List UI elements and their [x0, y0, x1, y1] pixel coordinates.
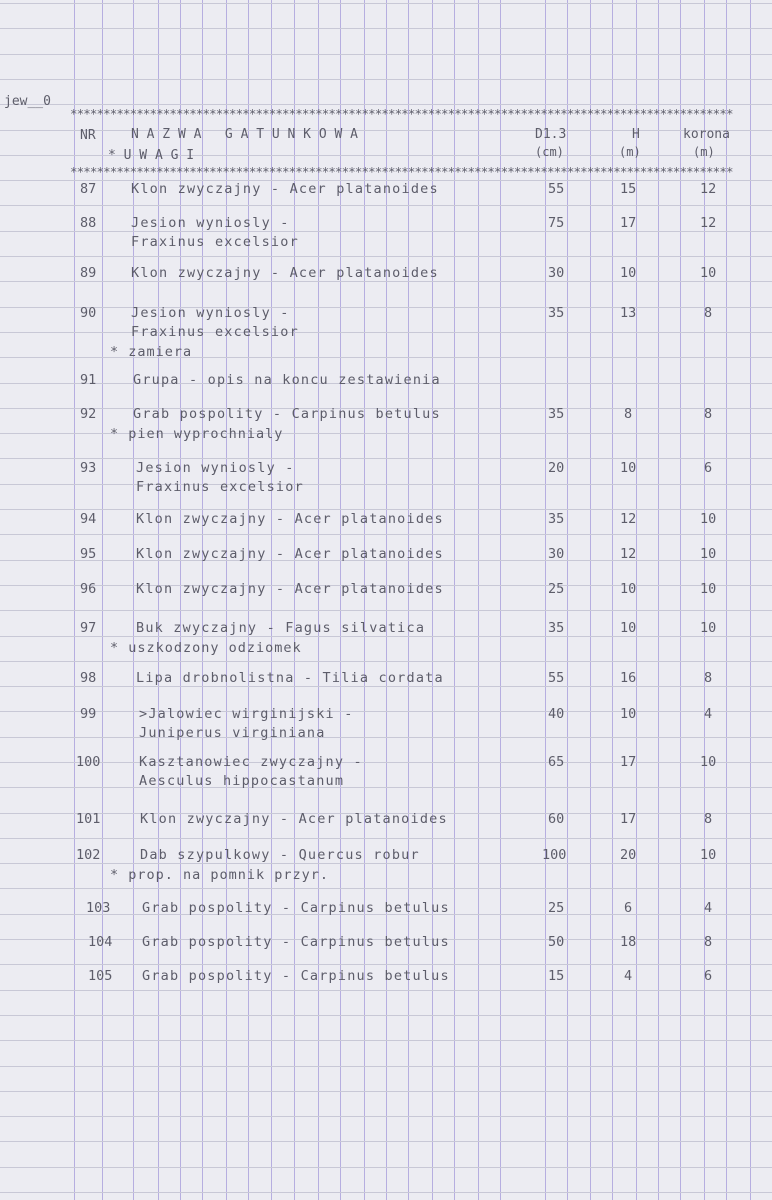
horizontal-rule-line: [0, 1116, 772, 1117]
height-value: 10: [620, 706, 637, 722]
crown-value: 10: [700, 754, 717, 770]
height-value: 17: [620, 754, 637, 770]
species-name-line: Grab pospolity - Carpinus betulus: [142, 968, 450, 984]
header-dbh-unit: (cm): [535, 145, 564, 159]
crown-value: 8: [704, 406, 713, 422]
species-name-line: Grab pospolity - Carpinus betulus: [142, 934, 450, 950]
header-height-unit: (m): [619, 145, 641, 159]
dbh-value: 65: [548, 754, 565, 770]
row-number: 104: [88, 934, 113, 950]
dbh-value: 55: [548, 181, 565, 197]
horizontal-rule-line: [0, 1141, 772, 1142]
crown-value: 10: [700, 546, 717, 562]
height-value: 13: [620, 305, 637, 321]
species-name-line: Buk zwyczajny - Fagus silvatica: [136, 620, 426, 636]
horizontal-rule-line: [0, 661, 772, 662]
crown-value: 10: [700, 620, 717, 636]
height-value: 10: [620, 620, 637, 636]
horizontal-rule-line: [0, 686, 772, 687]
dbh-value: 30: [548, 265, 565, 281]
dbh-value: 55: [548, 670, 565, 686]
row-number: 95: [80, 546, 97, 562]
dbh-value: 35: [548, 511, 565, 527]
crown-value: 4: [704, 900, 713, 916]
row-number: 97: [80, 620, 97, 636]
header-crown-unit: (m): [693, 145, 715, 159]
horizontal-rule-line: [0, 28, 772, 29]
horizontal-rule-line: [0, 104, 772, 105]
horizontal-rule-line: [0, 256, 772, 257]
height-value: 16: [620, 670, 637, 686]
height-value: 17: [620, 811, 637, 827]
dbh-value: 25: [548, 581, 565, 597]
horizontal-rule-line: [0, 458, 772, 459]
height-value: 18: [620, 934, 637, 950]
dbh-value: 60: [548, 811, 565, 827]
crown-value: 10: [700, 265, 717, 281]
species-name-line: Fraxinus excelsior: [131, 324, 299, 340]
horizontal-rule-line: [0, 787, 772, 788]
crown-value: 10: [700, 511, 717, 527]
height-value: 15: [620, 181, 637, 197]
height-value: 8: [624, 406, 633, 422]
species-name-line: Klon zwyczajny - Acer platanoides: [131, 265, 439, 281]
species-name-line: Klon zwyczajny - Acer platanoides: [136, 511, 444, 527]
crown-value: 8: [704, 670, 713, 686]
horizontal-rule-line: [0, 534, 772, 535]
star-separator-top: ****************************************************************************************************: [70, 106, 733, 121]
horizontal-rule-line: [0, 888, 772, 889]
row-number: 98: [80, 670, 97, 686]
horizontal-rule-line: [0, 1015, 772, 1016]
remark: * prop. na pomnik przyr.: [110, 867, 330, 883]
species-name-line: Jesion wyniosly -: [131, 305, 290, 321]
crown-value: 6: [704, 968, 713, 984]
row-number: 99: [80, 706, 97, 722]
crown-value: 12: [700, 215, 717, 231]
horizontal-rule-line: [0, 838, 772, 839]
horizontal-rule-line: [0, 762, 772, 763]
horizontal-rule-line: [0, 711, 772, 712]
dbh-value: 35: [548, 620, 565, 636]
height-value: 10: [620, 460, 637, 476]
species-name-line: Grupa - opis na koncu zestawienia: [133, 372, 441, 388]
document-id: jew__0: [4, 94, 51, 109]
dbh-value: 30: [548, 546, 565, 562]
row-number: 88: [80, 215, 97, 231]
header-nr: NR: [80, 128, 96, 143]
height-value: 20: [620, 847, 637, 863]
header-species: N A Z W A G A T U N K O W A: [131, 127, 358, 142]
height-value: 4: [624, 968, 633, 984]
height-value: 12: [620, 546, 637, 562]
horizontal-rule-line: [0, 636, 772, 637]
horizontal-rule-line: [0, 3, 772, 4]
remark: * pien wyprochnialy: [110, 426, 284, 442]
dbh-value: 40: [548, 706, 565, 722]
horizontal-rule-line: [0, 863, 772, 864]
horizontal-rule-line: [0, 964, 772, 965]
height-value: 6: [624, 900, 633, 916]
species-name-line: Dab szypulkowy - Quercus robur: [140, 847, 420, 863]
species-name-line: Jesion wyniosly -: [136, 460, 295, 476]
row-number: 96: [80, 581, 97, 597]
crown-value: 4: [704, 706, 713, 722]
crown-value: 10: [700, 847, 717, 863]
crown-value: 8: [704, 811, 713, 827]
height-value: 12: [620, 511, 637, 527]
row-number: 89: [80, 265, 97, 281]
horizontal-rule-line: [0, 1167, 772, 1168]
horizontal-rule-line: [0, 1066, 772, 1067]
row-number: 103: [86, 900, 111, 916]
dbh-value: 35: [548, 406, 565, 422]
dbh-value: 75: [548, 215, 565, 231]
horizontal-rule-line: [0, 1091, 772, 1092]
crown-value: 6: [704, 460, 713, 476]
dbh-value: 20: [548, 460, 565, 476]
horizontal-rule-line: [0, 332, 772, 333]
row-number: 90: [80, 305, 97, 321]
remark: * uszkodzony odziomek: [110, 640, 302, 656]
crown-value: 8: [704, 305, 713, 321]
crown-value: 10: [700, 581, 717, 597]
dbh-value: 25: [548, 900, 565, 916]
remark: * zamiera: [110, 344, 193, 360]
horizontal-rule-line: [0, 307, 772, 308]
horizontal-rule-line: [0, 79, 772, 80]
species-name-line: Klon zwyczajny - Acer platanoides: [131, 181, 439, 197]
species-name-line: >Jalowiec wirginijski -: [139, 706, 354, 722]
header-dbh: D1.3: [535, 127, 567, 142]
height-value: 17: [620, 215, 637, 231]
row-number: 87: [80, 181, 97, 197]
horizontal-rule-line: [0, 509, 772, 510]
horizontal-rule-line: [0, 1040, 772, 1041]
species-name-line: Juniperus virginiana: [139, 725, 326, 741]
species-name-line: Klon zwyczajny - Acer platanoides: [136, 581, 444, 597]
species-name-line: Klon zwyczajny - Acer platanoides: [140, 811, 448, 827]
dbh-value: 35: [548, 305, 565, 321]
dbh-value: 50: [548, 934, 565, 950]
species-name-line: Lipa drobnolistna - Tilia cordata: [136, 670, 444, 686]
row-number: 94: [80, 511, 97, 527]
species-name-line: Fraxinus excelsior: [136, 479, 304, 495]
species-name-line: Fraxinus excelsior: [131, 234, 299, 250]
row-number: 102: [76, 847, 101, 863]
row-number: 101: [76, 811, 101, 827]
header-remarks: * U W A G I: [108, 148, 195, 163]
species-name-line: Grab pospolity - Carpinus betulus: [133, 406, 441, 422]
species-name-line: Jesion wyniosly -: [131, 215, 290, 231]
horizontal-rule-line: [0, 54, 772, 55]
height-value: 10: [620, 265, 637, 281]
horizontal-rule-line: [0, 737, 772, 738]
species-name-line: Klon zwyczajny - Acer platanoides: [136, 546, 444, 562]
horizontal-rule-line: [0, 130, 772, 131]
dbh-value: 100: [542, 847, 567, 863]
row-number: 92: [80, 406, 97, 422]
crown-value: 8: [704, 934, 713, 950]
header-crown: korona: [683, 127, 730, 142]
horizontal-rule-line: [0, 610, 772, 611]
species-name-line: Grab pospolity - Carpinus betulus: [142, 900, 450, 916]
horizontal-rule-line: [0, 990, 772, 991]
row-number: 105: [88, 968, 113, 984]
row-number: 100: [76, 754, 101, 770]
star-separator-bottom: ****************************************************************************************************: [70, 164, 733, 179]
species-name-line: Kasztanowiec zwyczajny -: [139, 754, 363, 770]
header-height: H: [632, 127, 640, 142]
species-name-line: Aesculus hippocastanum: [139, 773, 345, 789]
horizontal-rule-line: [0, 1192, 772, 1193]
horizontal-rule-line: [0, 205, 772, 206]
horizontal-rule-line: [0, 281, 772, 282]
horizontal-rule-line: [0, 484, 772, 485]
dbh-value: 15: [548, 968, 565, 984]
horizontal-rule-line: [0, 231, 772, 232]
row-number: 93: [80, 460, 97, 476]
row-number: 91: [80, 372, 97, 388]
crown-value: 12: [700, 181, 717, 197]
height-value: 10: [620, 581, 637, 597]
